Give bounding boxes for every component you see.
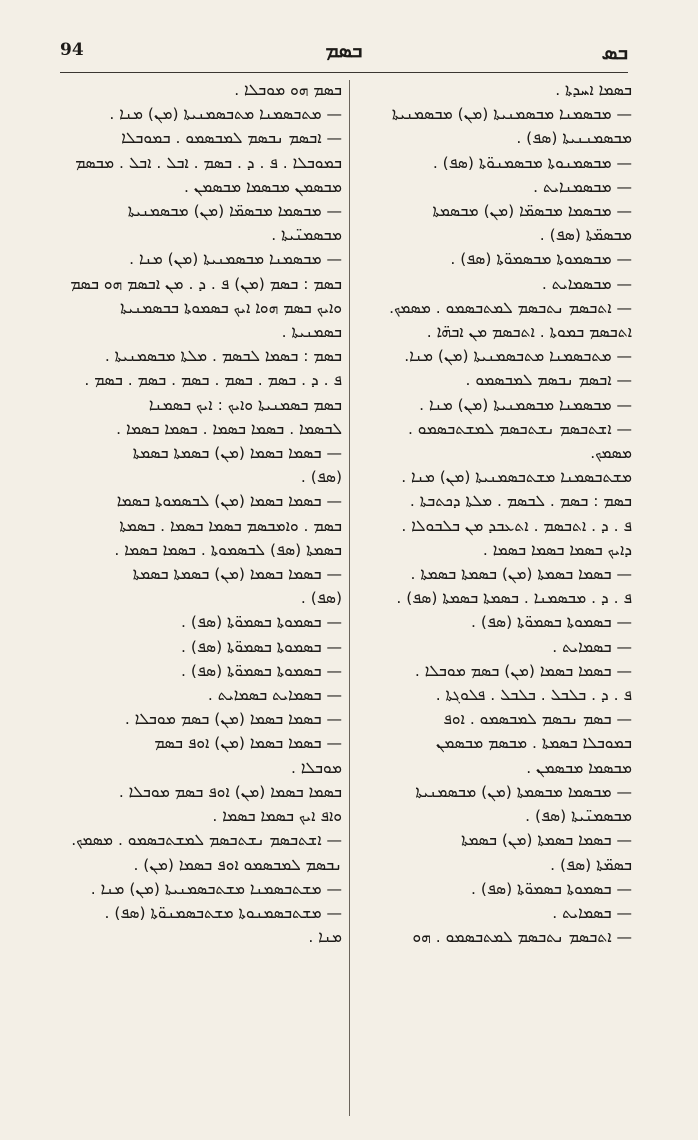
entry-line: ܒܣܡܢܝܬܐ . bbox=[281, 323, 342, 342]
entry-line: ܒܣܡܬܐ (ܣܦ) ܠܒܣܡܘܬܐ . ܒܣܡܐ ܒܣܡܐ . bbox=[114, 540, 342, 559]
entry-line: — ܒܣܡܐ ܒܣܡܐ (ܡܢ) ܒܣܡܬܐ ܒܣܡܬܐ bbox=[132, 565, 342, 584]
entry-line: ܒܣܡܐ ܒܣܡܐ (ܡܢ) ܐܘܦ ܒܣܡ ܡܘܒܠܐ . bbox=[118, 782, 342, 801]
entry-line: ܡܒܣܡܐ ܡܒܣܡܢ . bbox=[526, 758, 632, 777]
entry-line: (ܣܦ) . bbox=[300, 468, 342, 487]
entry-line: — ܐܒܣܡ ܢܒܣܡ ܠܡܒܣܡܘ . bbox=[465, 371, 632, 390]
entry-line: — ܡܒܣܡܢܐ ܡܒܣܡܢܝܬܐ (ܡܢ) ܡܢܐ . bbox=[129, 250, 342, 269]
entry-line: — ܐܫܬܒܣܡ ܢܫܬܒܣܡ ܠܡܫܬܒܣܡܘ . bbox=[407, 419, 632, 438]
entry-line: — ܒܣܡܘܬܐ ܒܣܡܘ̈ܬܐ (ܣܦ) . bbox=[181, 661, 342, 680]
entry-line: ܒܣܡ ܗܘ ܡܘܒܠܐ . bbox=[234, 81, 342, 99]
entry-line: — ܡܒܣܡܘܬܐ ܡܒܣܡܘ̈ܬܐ (ܣܦ) . bbox=[450, 250, 632, 269]
entry-line: ܦ . ܕ . ܡܒܣܡܢܐ . ܒܣܡܬܐ ܒܣܡܬܐ (ܣܦ) . bbox=[396, 589, 632, 608]
entry-line: ܡܒܣܡܢ̈ܝܬܐ (ܣܦ) . bbox=[525, 807, 632, 826]
entry-line: — ܐܒܣܡ ܢܒܣܡ ܠܡܒܣܡܘ . ܒܡܘܒܠܐ bbox=[121, 129, 342, 148]
entry-line: — ܡܬܒܣܡܢܐ ܡܬܒܣܡܢܝܬܐ (ܡܢ) ܡܢܐ. bbox=[404, 347, 632, 366]
entry-line: ܕܐܝܟ ܒܣܡܐ ܒܣܡܐ ܒܣܡܐ . bbox=[482, 540, 632, 559]
entry-line: ܘܐܦ ܐܝܟ ܒܣܡܐ ܒܣܡܐ . bbox=[212, 807, 342, 826]
entry-line: — ܡܒܣܡܢܐ ܡܒܣܡܢܝܬܐ (ܡܢ) ܡܒܣܡܢܝܬܐ bbox=[391, 105, 632, 124]
entry-line: — ܒܣܡܐܝܬ . bbox=[552, 903, 632, 922]
entry-line: ܒܣܡ : ܒܣܡ (ܡܢ) ܦ . ܕ . ܡܢ ܐܒܣܡ ܗܘ ܒܣܡ bbox=[70, 274, 342, 293]
entry-line: ܡܒܣܡ̈ܬܐ (ܣܦ) . bbox=[539, 226, 632, 245]
page-header bbox=[60, 38, 628, 73]
entry-line: ܒܣܡܐ ܐܚܕܬܐ . bbox=[555, 81, 632, 99]
entry-line: — ܒܣܡܐ ܒܣܡܬܐ (ܡܢ) ܒܣܡܬܐ ܒܣܡܬܐ . bbox=[410, 565, 632, 584]
entry-line: — ܒܣܡܘܬܐ ܒܣܡܘ̈ܬܐ (ܣܦ) . bbox=[471, 879, 632, 898]
entry-line: ܡܒܣܡܢ ܡܒܣܡܐ ܡܒܣܡܢ . bbox=[184, 177, 342, 196]
entry-line: — ܡܫܬܒܣܡܢܐ ܡܫܬܒܣܡܢܝܬܐ (ܡܢ) ܡܢܐ . bbox=[90, 879, 342, 898]
entry-line: — ܒܣܡܘܬܐ ܒܣܡܘ̈ܬܐ (ܣܦ) . bbox=[181, 637, 342, 656]
entry-line: — ܡܬܒܣܡܢܐ ܡܬܒܣܡܢܝܬܐ (ܡܢ) ܡܢܐ . bbox=[109, 105, 342, 124]
entry-line: ܘܐܝܟ ܒܣܡ ܗܘܐ ܐܝܟ ܒܣܡܘܬܐ ܒܒܣܡܢܝܬܐ bbox=[120, 298, 342, 317]
entry-line: — ܡܒܣܡܐ ܡܒܣܡ̈ܐ (ܡܢ) ܡܒܣܡܢܝܬܐ bbox=[127, 202, 342, 221]
entry-line: ܒܣܡ̈ܬܐ (ܣܦ) . bbox=[550, 855, 632, 874]
entry-line: — ܡܒܣܡܐ ܡܒܣܡܬܐ (ܡܢ) ܡܒܣܡܢܝܬܐ bbox=[415, 782, 632, 801]
entry-line: (ܣܦ) . bbox=[300, 589, 342, 608]
entry-line: ܒܣܡ ܒܣܡܢܝܬܐ ܘܐܝܟ : ܐܝܟ ܒܣܡܢܐ bbox=[148, 395, 342, 414]
entry-line: ܒܣܡ : ܒܣܡܐ ܠܒܣܡ . ܡܠܬܐ ܡܒܣܡܢܝܬܐ . bbox=[104, 347, 342, 366]
entry-line: ܡܢܐ . bbox=[308, 928, 342, 947]
entry-line: ܡܘܒܠܐ . bbox=[290, 758, 342, 777]
entry-line: ܒܡܘܒܠܐ . ܦ . ܕ . ܒܣܡ . ܐܒܠ . ܐܒܠ . ܡܒܣܡ bbox=[75, 153, 342, 172]
entry-line: ܠܒܣܡܐ . ܒܣܡܐ ܒܣܡܐ . ܒܣܡܐ ܒܣܡܐ . bbox=[116, 419, 342, 438]
entry-line: ܒܣܡ . ܘܐܡܒܣܡ ܒܣܡܐ ܒܣܡܐ . ܒܣܡܬܐ bbox=[119, 516, 342, 535]
entry-line: — ܐܬܒܣܡ ܢܬܒܣܡ ܠܡܬܒܣܡܘ . ܡܣܡܟ. bbox=[389, 298, 632, 317]
entry-line: — ܒܣܡܐܝܬ ܒܣܡܐܝܬ . bbox=[207, 686, 342, 705]
entry-line: — ܐܬܒܣܡ ܢܬܒܣܡ ܠܡܬܒܣܡܘ . ܗܘ bbox=[412, 928, 632, 947]
entry-line: — ܐܫܬܒܣܡ ܢܫܬܒܣܡ ܠܡܫܬܒܣܡܘ . ܡܣܡܟ. bbox=[71, 831, 342, 850]
right-column bbox=[356, 78, 632, 1120]
entry-line: — ܒܣܡܘܬܐ ܒܣܡܘ̈ܬܐ (ܣܦ) . bbox=[471, 613, 632, 632]
entry-line: — ܡܒܣܡܐܝܬ . bbox=[541, 274, 632, 293]
entry-line: ܡܒܣܡܢ̈ܝܬܐ . bbox=[271, 226, 342, 245]
section-head: ܒܣ bbox=[601, 40, 628, 64]
entry-line: ܒܡܘܒܠܐ ܒܣܡܬܐ . ܡܒܣܡ ܡܒܣܡܢ bbox=[435, 734, 632, 753]
entry-line: — ܡܒܣܡܢܘܬܐ ܡܒܣܡܢܘ̈ܬܐ (ܣܦ) . bbox=[432, 153, 632, 172]
entry-line: ܡܒܣܡܢܢܝܬܐ (ܣܦ) . bbox=[516, 129, 632, 148]
running-head: ܒܣܡ bbox=[325, 38, 363, 62]
entry-line: — ܡܒܣܡܢܐ ܡܒܣܡܢܝܬܐ (ܡܢ) ܡܢܐ . bbox=[419, 395, 632, 414]
entry-line: ܢܒܣܡ ܠܡܒܣܡܘ ܐܘܦ ܒܣܡܐ (ܡܢ) . bbox=[133, 855, 342, 874]
entry-line: ܡܫܬܒܣܡܢܐ ܡܫܬܒܣܡܢܝܬܐ (ܡܢ) ܡܢܐ . bbox=[401, 468, 632, 487]
entry-line: ܦ . ܕ . ܒܠܒܠ . ܒܠܒܠ . ܦܠܘܓܬܐ . bbox=[435, 686, 632, 705]
entry-line: — ܒܣܡܐ ܒܣܡܐ (ܡܢ) ܠܒܣܡܘܬܐ ܒܣܡܐ bbox=[116, 492, 342, 511]
entry-line: ܦ . ܕ . ܐܬܒܣܡ . ܐܬܥܒܕ ܡܢ ܒܠܒܘܠܐ . bbox=[401, 516, 632, 535]
entry-line: ܦ . ܕ . ܒܣܡ . ܒܣܡ . ܒܣܡ . ܒܣܡ . ܒܣܡ . bbox=[84, 371, 342, 390]
entry-line: — ܡܫܬܒܣܡܢܘܬܐ ܡܫܬܒܣܡܢܘ̈ܬܐ (ܣܦ) . bbox=[104, 903, 342, 922]
left-column bbox=[62, 78, 342, 1120]
entry-line: — ܒܣܡܐ ܒܣܡܐ (ܡܢ) ܒܣܡ ܡܘܒܠܐ . bbox=[124, 710, 342, 729]
entry-line: — ܒܣܡܘܬܐ ܒܣܡܘ̈ܬܐ (ܣܦ) . bbox=[181, 613, 342, 632]
page-number: 94 bbox=[60, 40, 84, 60]
entry-line: ܐܬܒܣܡ ܒܡܘܬܐ . ܐܬܒܣܡ ܡܢ ܐܒܗ̈ܐ . bbox=[426, 323, 632, 342]
entry-line: ܒܣܡ : ܒܣܡ . ܠܒܣܡ . ܡܠܬܐ ܕܟܬܒܬܐ . bbox=[409, 492, 632, 511]
entry-line: — ܡܒܣܡܢܐܝܬ . bbox=[533, 177, 632, 196]
entry-line: — ܒܣܡܐ ܒܣܡܬܐ (ܡܢ) ܒܣܡܬܐ bbox=[461, 831, 632, 850]
entry-line: ܡܣܡܟ. bbox=[590, 444, 632, 463]
entry-line: — ܒܣܡ ܢܒܣܡ ܠܡܒܣܡܘ . ܐܘܦ bbox=[443, 710, 632, 729]
entry-line: — ܒܣܡܐ ܒܣܡܐ (ܡܢ) ܒܣܡ ܡܘܒܠܐ . bbox=[414, 661, 632, 680]
column-divider bbox=[349, 80, 350, 1116]
entry-line: — ܒܣܡܐܝܬ . bbox=[552, 637, 632, 656]
entry-line: — ܡܒܣܡܐ ܡܒܣܡ̈ܐ (ܡܢ) ܡܒܣܡܬܐ bbox=[432, 202, 632, 221]
entry-line: — ܒܣܡܐ ܒܣܡܐ (ܡܢ) ܐܘܦ ܒܣܡ bbox=[154, 734, 342, 753]
entry-line: — ܒܣܡܐ ܒܣܡܐ (ܡܢ) ܒܣܡܬܐ ܒܣܡܬܐ bbox=[132, 444, 342, 463]
